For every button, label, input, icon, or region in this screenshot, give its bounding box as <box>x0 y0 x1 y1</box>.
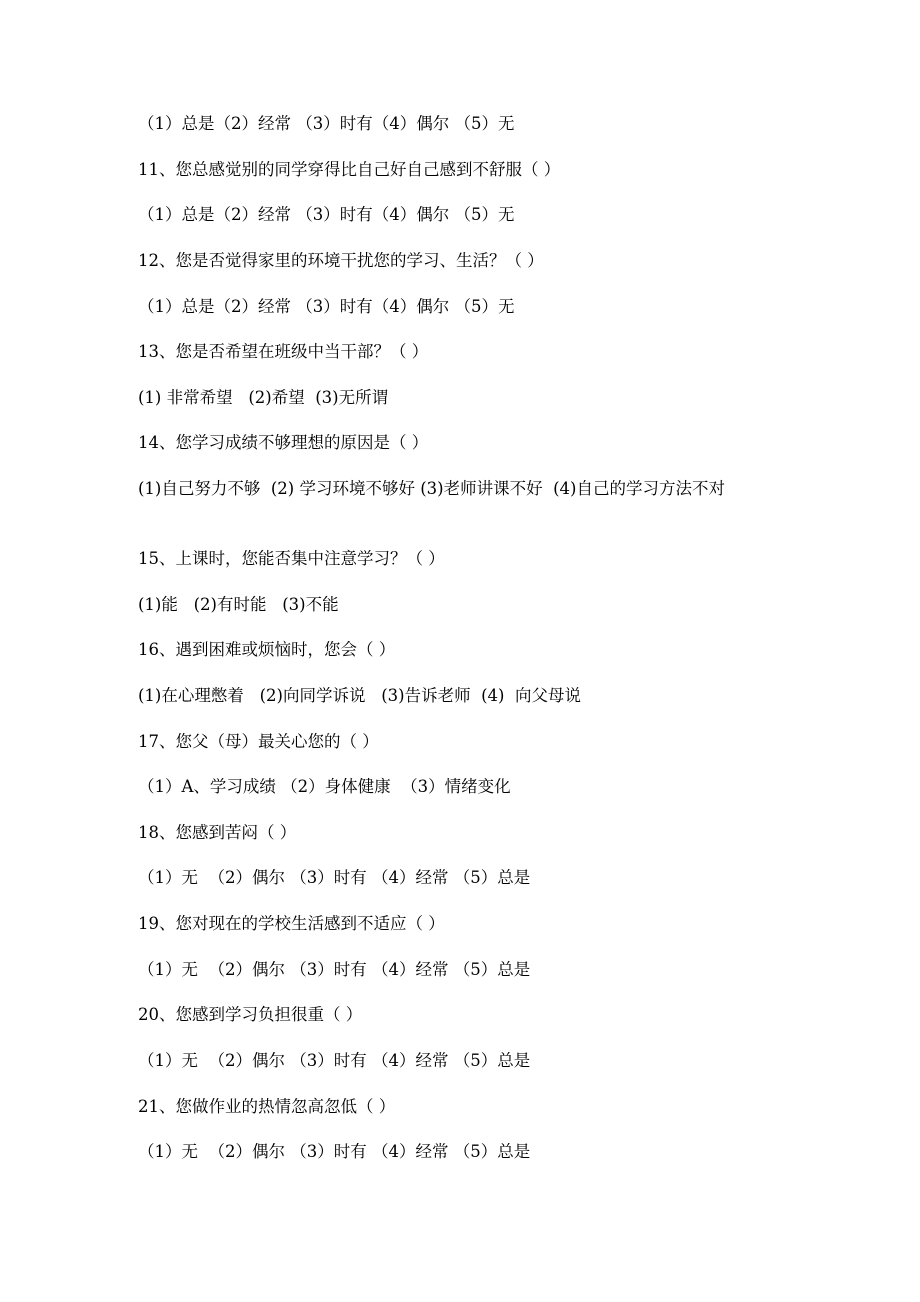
question-15: 15、上课时，您能否集中注意学习？（ ） <box>138 549 445 568</box>
question-16: 16、遇到困难或烦恼时，您会（ ） <box>138 640 396 659</box>
options-q19: （1）无 （2）偶尔 （3）时有 （4）经常 （5）总是 <box>138 960 531 979</box>
question-13: 13、您是否希望在班级中当干部？（ ） <box>138 342 429 361</box>
question-20: 20、您感到学习负担很重（ ） <box>138 1005 363 1024</box>
options-q10: （1）总是（2）经常 （3）时有（4）偶尔 （5）无 <box>138 114 515 133</box>
options-q15: (1)能 (2)有时能 (3)不能 <box>138 595 339 614</box>
options-q13: (1) 非常希望 (2)希望 (3)无所谓 <box>138 388 389 407</box>
options-q11: （1）总是（2）经常 （3）时有（4）偶尔 （5）无 <box>138 205 515 224</box>
options-q18: （1）无 （2）偶尔 （3）时有 （4）经常 （5）总是 <box>138 868 531 887</box>
options-q17: （1）A、学习成绩 （2）身体健康 （3）情绪变化 <box>138 777 511 796</box>
question-18: 18、您感到苦闷（ ） <box>138 823 297 842</box>
options-q16: (1)在心理憋着 (2)向同学诉说 (3)告诉老师 (4) 向父母说 <box>138 686 581 705</box>
question-12: 12、您是否觉得家里的环境干扰您的学习、生活？（ ） <box>138 251 544 270</box>
options-q12: （1）总是（2）经常 （3）时有（4）偶尔 （5）无 <box>138 297 515 316</box>
question-14: 14、您学习成绩不够理想的原因是（ ） <box>138 433 429 452</box>
options-q14: (1)自己努力不够 (2) 学习环境不够好 (3)老师讲课不好 (4)自己的学习方法不对 <box>138 479 725 498</box>
question-17: 17、您父（母）最关心您的（ ） <box>138 732 379 751</box>
question-21: 21、您做作业的热情忽高忽低（ ） <box>138 1097 396 1116</box>
question-19: 19、您对现在的学校生活感到不适应（ ） <box>138 914 445 933</box>
question-11: 11、您总感觉别的同学穿得比自己好自己感到不舒服（ ） <box>138 160 561 179</box>
options-q21: （1）无 （2）偶尔 （3）时有 （4）经常 （5）总是 <box>138 1142 531 1161</box>
options-q20: （1）无 （2）偶尔 （3）时有 （4）经常 （5）总是 <box>138 1051 531 1070</box>
